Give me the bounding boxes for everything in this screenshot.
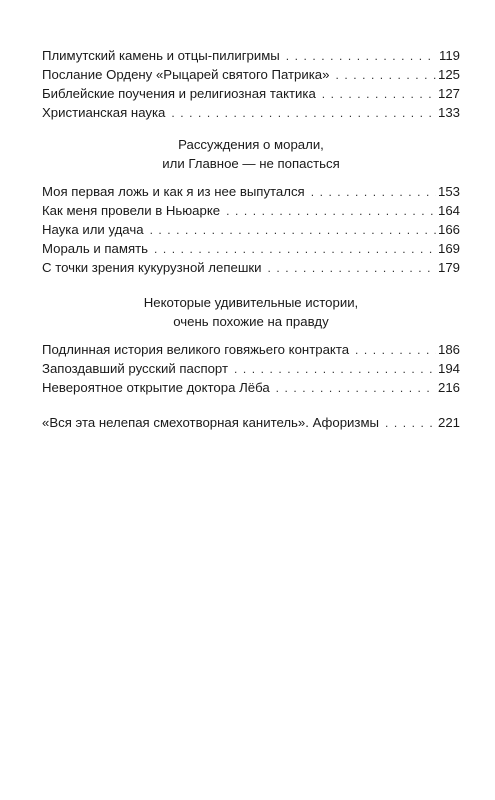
toc-entry-page: 127	[437, 86, 460, 101]
toc-entry-title: Запоздавший русский паспорт	[42, 361, 229, 376]
toc-entry-page: 221	[437, 415, 460, 430]
toc-entry-page: 166	[437, 222, 460, 237]
toc-entry-page: 169	[437, 241, 460, 256]
toc-entry-page: 216	[437, 380, 460, 395]
toc-entry-title: «Вся эта нелепая смехотворная канитель». Афоризмы	[42, 415, 380, 430]
toc-entry[interactable]	[42, 239, 460, 258]
toc-entry-page: 153	[437, 184, 460, 199]
dot-leader	[268, 259, 436, 278]
dot-leader	[234, 360, 436, 379]
toc-entry-title: Послание Ордену «Рыцарей святого Патрика»	[42, 67, 330, 82]
toc-entry-title: Библейские поучения и религиозная тактика	[42, 86, 316, 101]
toc-entry-title: Плимутский камень и отцы-пилигримы	[42, 48, 280, 63]
toc-entry-page: 194	[437, 361, 460, 376]
toc-entry-title: Моя первая ложь и как я из нее выпутался	[42, 184, 305, 199]
section-heading-line: очень похожие на правду	[173, 314, 329, 329]
toc-entry-page: 186	[437, 342, 460, 357]
dot-leader	[226, 202, 436, 221]
section-heading-line: Рассуждения о морали,	[178, 137, 324, 152]
toc-entry[interactable]	[42, 359, 460, 378]
dot-leader	[335, 66, 436, 85]
toc-entry[interactable]	[42, 340, 460, 359]
dot-leader	[385, 414, 436, 433]
section-heading-line: Некоторые удивительные истории,	[143, 295, 359, 310]
dot-leader	[311, 183, 436, 202]
toc-entry-page: 125	[437, 67, 460, 82]
dot-leader	[276, 379, 436, 398]
toc-entry-title: Христианская наука	[42, 105, 166, 120]
toc-entry[interactable]	[42, 65, 460, 84]
toc-entry-title: Наука или удача	[42, 222, 144, 237]
toc-group-2	[42, 182, 460, 277]
toc-entry[interactable]	[42, 220, 460, 239]
toc-entry[interactable]	[42, 84, 460, 103]
dot-leader	[154, 240, 436, 259]
dot-leader	[150, 221, 436, 240]
table-of-contents	[42, 46, 460, 432]
toc-entry[interactable]	[42, 378, 460, 397]
toc-entry-page: 133	[437, 105, 460, 120]
toc-entry-page: 164	[437, 203, 460, 218]
toc-entry[interactable]	[42, 258, 460, 277]
dot-leader	[322, 85, 436, 104]
toc-group-3	[42, 340, 460, 397]
toc-entry-title: Подлинная история великого говяжьего контракта	[42, 342, 350, 357]
dot-leader	[171, 104, 436, 123]
toc-entry[interactable]	[42, 103, 460, 122]
toc-group-1	[42, 46, 460, 122]
section-heading-line: или Главное — не попасться	[162, 156, 340, 171]
dot-leader	[286, 47, 437, 66]
toc-entry[interactable]	[42, 182, 460, 201]
toc-entry[interactable]	[42, 201, 460, 220]
toc-entry[interactable]	[42, 413, 460, 432]
toc-entry-title: Мораль и память	[42, 241, 148, 256]
toc-entry-page: 119	[438, 48, 460, 63]
toc-entry-page: 179	[437, 260, 460, 275]
toc-entry-title: Как меня провели в Ньюарке	[42, 203, 221, 218]
section-heading-morals	[42, 135, 460, 173]
dot-leader	[355, 341, 436, 360]
toc-entry-title: Невероятное открытие доктора Лёба	[42, 380, 270, 395]
toc-entry[interactable]	[42, 46, 460, 65]
toc-group-4	[42, 413, 460, 432]
section-heading-stories	[42, 293, 460, 331]
toc-entry-title: С точки зрения кукурузной лепешки	[42, 260, 262, 275]
